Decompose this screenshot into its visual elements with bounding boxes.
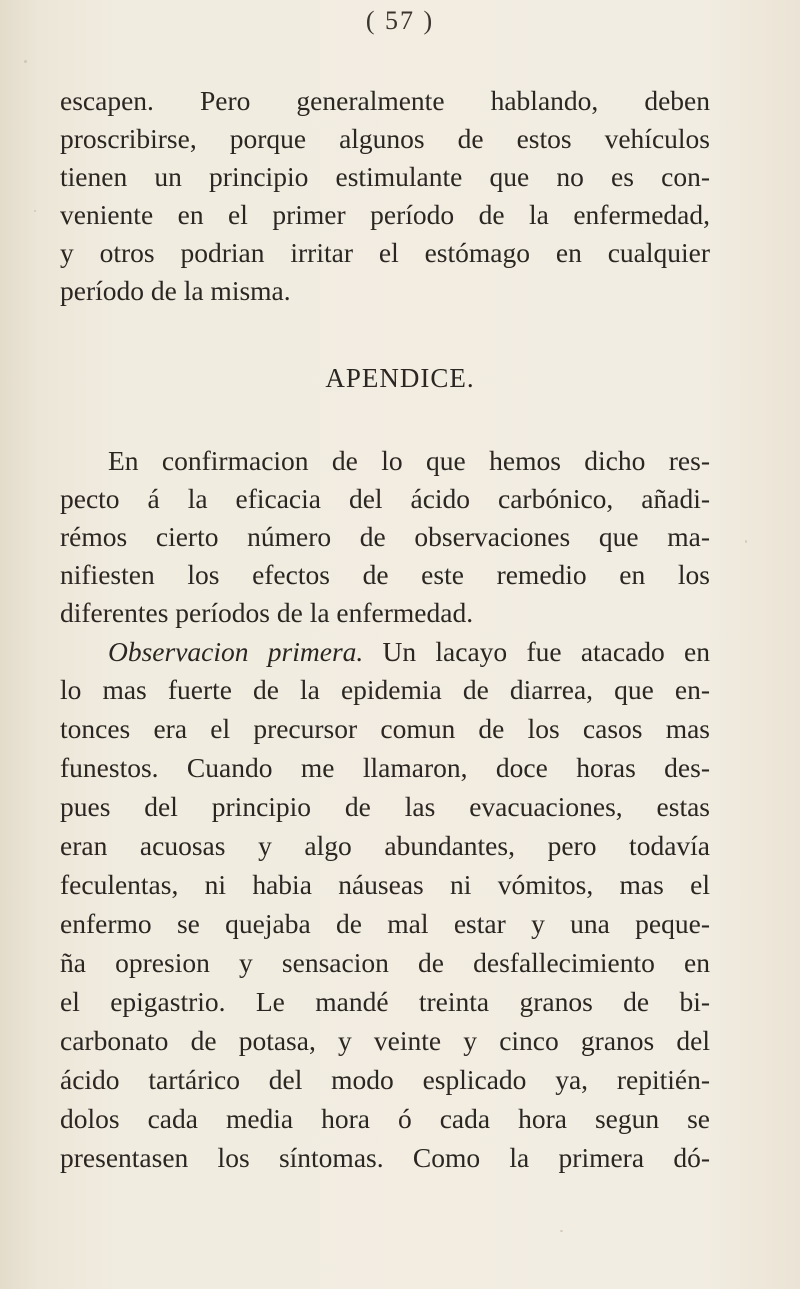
page-number: ( 57 ): [365, 6, 435, 35]
text-line: veniente en el primer período de la enfermedad,: [60, 199, 710, 230]
text-line: eran acuosas y algo abundantes, pero todavía: [60, 830, 710, 861]
paper-speck: [34, 210, 36, 212]
text-line: funestos. Cuando me llamaron, doce horas des-: [60, 752, 710, 783]
text-line: ña opresion y sensacion de desfallecimiento en: [60, 947, 710, 978]
text-line: enfermo se quejaba de mal estar y una peque-: [60, 908, 710, 939]
text-line: tonces era el precursor comun de los casos mas: [60, 713, 710, 744]
text-line: pues del principio de las evacuaciones, estas: [60, 791, 710, 822]
text-line: escapen. Pero generalmente hablando, deben: [60, 85, 710, 116]
text-line: el epigastrio. Le mandé treinta granos de bi-: [60, 986, 710, 1017]
observation-text: Un lacayo fue atacado en: [382, 636, 710, 667]
text-line: carbonato de potasa, y veinte y cinco granos del: [60, 1025, 710, 1056]
text-line: feculentas, ni habia náuseas ni vómitos, mas el: [60, 869, 710, 900]
text-line: pecto á la eficacia del ácido carbónico, añadi-: [60, 483, 710, 514]
text-line: período de la misma.: [60, 275, 291, 306]
text-line: nifiesten los efectos de este remedio en los: [60, 559, 710, 590]
text-line: diferentes períodos de la enfermedad.: [60, 597, 474, 628]
section-heading: APENDICE.: [325, 363, 475, 393]
text-line: proscribirse, porque algunos de estos vehículos: [60, 123, 710, 154]
text-line: tienen un principio estimulante que no es con-: [60, 161, 710, 192]
paper-speck: [560, 1230, 563, 1232]
paper-speck: [24, 60, 27, 63]
text-line: En confirmacion de lo que hemos dicho res-: [108, 445, 710, 476]
text-line: rémos cierto número de observaciones que ma-: [60, 521, 710, 552]
text-line: dolos cada media hora ó cada hora segun se: [60, 1103, 710, 1134]
observation-title: Observacion primera.: [108, 636, 364, 667]
paper-speck: [745, 540, 747, 543]
text-line: lo mas fuerte de la epidemia de diarrea, que en-: [60, 674, 710, 705]
text-line: ácido tartárico del modo esplicado ya, repitién-: [60, 1064, 710, 1095]
text-line: y otros podrian irritar el estómago en cualquier: [60, 237, 710, 268]
text-line: presentasen los síntomas. Como la primera dó-: [60, 1142, 710, 1173]
observation-line: [108, 633, 710, 671]
